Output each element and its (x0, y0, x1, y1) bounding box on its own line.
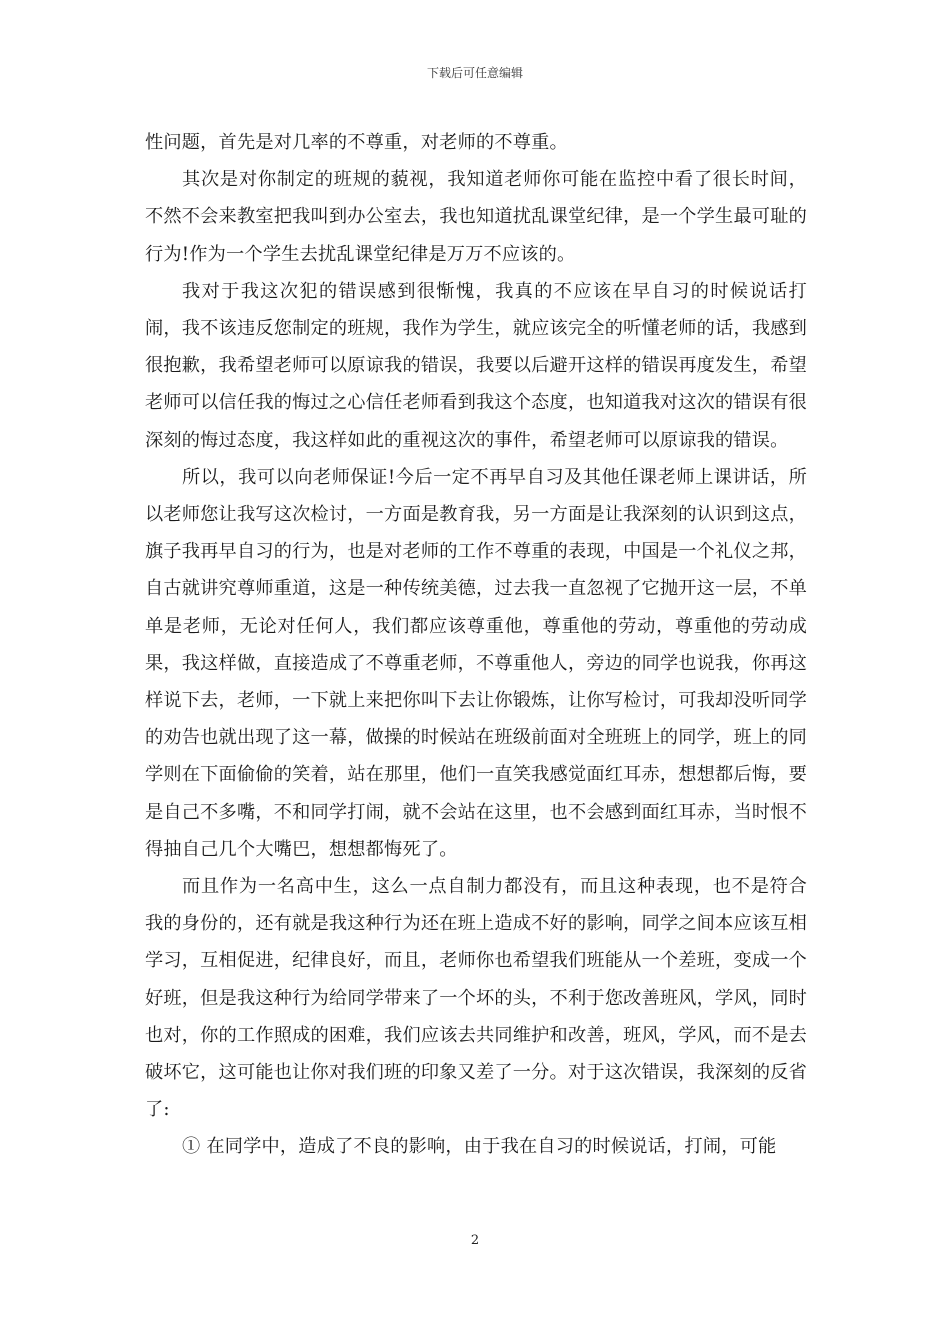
page-number: 2 (470, 1233, 480, 1248)
page-header: 下载后可任意编辑 (426, 66, 523, 80)
paragraph-3: 我对于我这次犯的错误感到很惭愧，我真的不应该在早自习的时候说话打闹，我不该违反您制定的班规，我作为学生，就应该完全的听懂老师的话，我感到很抱歉，我希望老师可以原谅我的错误，我要以后避开这样的错误再度发生，希望老师可以信任我的悔过之心信任老师看到我这个态度，也知道我对这次的错误有很深刻的悔过态度，我这样如此的重视这次的事件，希望老师可以原谅我的错误。 (145, 280, 807, 451)
paragraph-5: 而且作为一名高中生，这么一点自制力都没有，而且这种表现，也不是符合我的身份的，还有就是我这种行为还在班上造成不好的影响，同学之间本应该互相学习，互相促进，纪律良好，而且，老师你也希望我们班能从一个差班，变成一个好班，但是我这种行为给同学带来了一个坏的头，不利于您改善班风，学风，同时也对，你的工作照成的困难，我们应该去共同维护和改善，班风，学风，而不是去破坏它，这可能也让你对我们班的印象又差了一分。对于这次错误，我深刻的反省了: (145, 876, 807, 1121)
paragraph-4: 所以，我可以向老师保证!今后一定不再早自习及其他任课老师上课讲话，所以老师您让我写这次检讨，一方面是教育我，另一方面是让我深刻的认识到这点，旗子我再早自习的行为，也是对老师的工作不尊重的表现，中国是一个礼仪之邦，自古就讲究尊师重道，这是一种传统美德，过去我一直忽视了它抛开这一层，不单单是老师，无论对任何人，我们都应该尊重他，尊重他的劳动，尊重他的劳动成果，我这样做，直接造成了不尊重老师，不尊重他人，旁边的同学也说我，你再这样说下去，老师，一下就上来把你叫下去让你锻炼，让你写检讨，可我却没听同学的劝告也就出现了这一幕，做操的时候站在班级前面对全班班上的同学，班上的同学则在下面偷偷的笑着，站在那里，他们一直笑我感觉面红耳赤，想想都后悔，要是自己不多嘴，不和同学打闹，就不会站在这里，也不会感到面红耳赤，当时恨不得抽自己几个大嘴巴，想想都悔死了。 (145, 466, 807, 860)
document-body (145, 124, 807, 1166)
paragraph-1: 性问题，首先是对几率的不尊重，对老师的不尊重。 (145, 132, 568, 153)
paragraph-2: 其次是对你制定的班规的藐视，我知道老师你可能在监控中看了很长时间，不然不会来教室把我叫到办公室去，我也知道扰乱课堂纪律，是一个学生最可耻的行为!作为一个学生去扰乱课堂纪律是万万不应该的。 (145, 169, 807, 265)
paragraph-6: ① 在同学中，造成了不良的影响，由于我在自习的时候说话，打闹，可能 (182, 1136, 777, 1158)
